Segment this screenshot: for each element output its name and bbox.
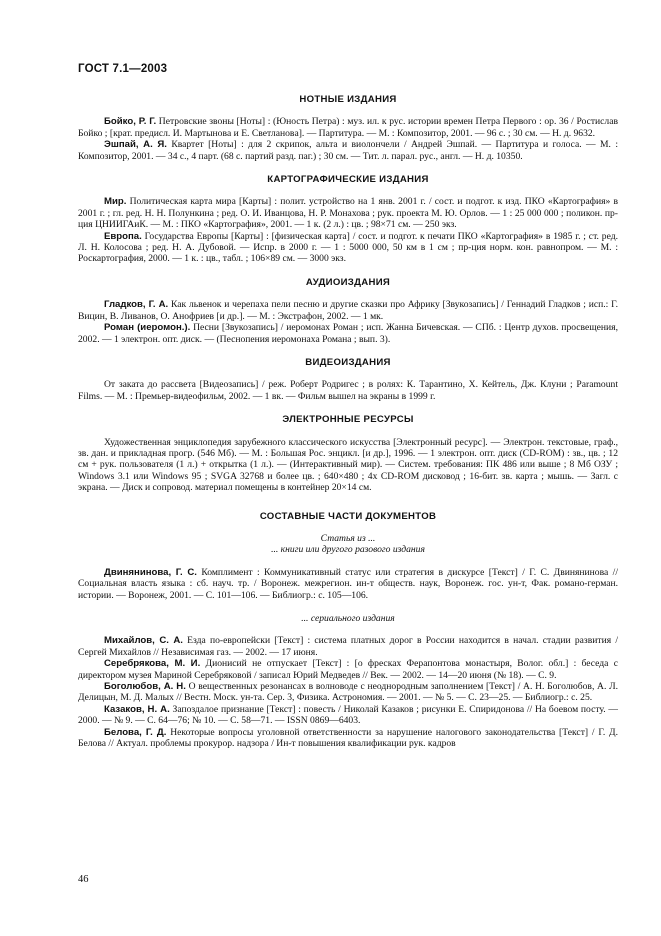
bib-entry (78, 437, 618, 494)
entry-text: Некоторые вопросы уголовной ответственности за нарушение налогового законодательства [Текст] / Г. Д. Белова // Актуал. проблемы прокурор. надзора / Ин-т повышения квалификации рук. кадров (78, 726, 618, 750)
bib-entry (78, 681, 618, 704)
entry-text: Квартет [Ноты] : для 2 скрипок, альта и виолончели / Андрей Эшпай. — Партитура и голоса. — М. : Композитор, 2001. — 34 с., 4 парт. (68 с. партий разд. паг.) ; 30 см. — Тит. л. парал. рус., англ. — Н. д. 10350. (78, 139, 618, 162)
bib-entry (78, 658, 618, 681)
bib-entry (78, 567, 618, 601)
entry-text: Езда по-европейски [Текст] : система платных дорог в России находится в начал. стадии развития / Сергей Михайлов // Независимая газ. — 2002. — 17 июня. (78, 635, 618, 658)
entry-author: Белова, Г. Д. (104, 726, 167, 738)
section-title-notes: НОТНЫЕ ИЗДАНИЯ (299, 94, 397, 105)
section-title-video: ВИДЕОИЗДАНИЯ (305, 356, 391, 368)
entry-author: Роман (иеромон.). (104, 322, 191, 334)
entry-author: Серебрякова, М. И. (104, 658, 201, 670)
section-title-audio: АУДИОИЗДАНИЯ (305, 276, 391, 288)
entry-text: Государства Европы [Карты] : [физическая карта] / сост. и подгот. к печати ПКО «Картография» в 1985 г. ; ст. ред. Л. Н. Колосова ; ред. Н. А. Дубовой. — Испр. в 2000 г. — 1 : 5000 000, 50 км в 1 см ; пр-ция норм. кон. равнопром. — М. : Роскартография, 2000. — 1 к. : цв., табл. ; 106×89 см. — 3000 экз. (78, 230, 618, 265)
entry-author: Бойко, Р. Г. (104, 116, 157, 128)
standard-header: ГОСТ 7.1—2003 (78, 63, 168, 75)
entry-text: Песни [Звукозапись] / иеромонах Роман ; исп. Жанна Бичевская. — СПб. : Центр духов. просвещения, 2002. — 1 электрон. опт. диск. — (Песнопения иеромонаха Романа ; вып. 3). (78, 322, 618, 345)
subsection-heading: ... книги или другого разового издания (271, 544, 425, 556)
entry-text: Политическая карта мира [Карты] : полит. устройство на 1 янв. 2001 г. / сост. и подгот. к изд. ПКО «Картография» в 2001 г. ; гл. ред. Н. Н. Полункина ; ред. О. И. Иванцова, Н. Р. Монахова ; рук. проекта М. Ю. Орлов. — 1 : 25 000 000 ; поликон. пр-ция ЦНИИГАиК. — М. : ПКО «Картография», 2001. — 1 к. (2 л.) : цв. ; 98×71 см. — 250 экз. (78, 196, 618, 231)
bib-entry (78, 116, 618, 139)
bib-entry (78, 379, 618, 402)
entry-author: Казаков, Н. А. (104, 703, 170, 715)
entry-author: Двинянинова, Г. С. (104, 566, 197, 578)
page-content (78, 94, 618, 749)
page-number: 46 (78, 874, 89, 885)
section-title-maps: КАРТОГРАФИЧЕСКИЕ ИЗДАНИЯ (267, 174, 429, 186)
entry-text: От заката до рассвета [Видеозапись] / реж. Роберт Родригес ; в ролях: К. Тарантино, Х. Кейтель, Дж. Клуни ; Paramount Films. — М. : Премьер-видеофильм, 2002. — 1 вк. — Фильм вышел на экраны в 1999 г. (78, 379, 618, 402)
bib-entry (78, 231, 618, 265)
section-title-electronic: ЭЛЕКТРОННЫЕ РЕСУРСЫ (282, 414, 414, 426)
subsection-heading: ... сериального издания (301, 613, 395, 624)
entry-text: Запоздалое признание [Текст] : повесть / Николай Казаков ; рисунки Е. Спиридонова // На боевом посту. — 2000. — № 9. — С. 64—76; № 10. — С. 58—71. — ISSN 0869—6403. (78, 703, 618, 727)
subsection-heading: Статья из ... (320, 532, 376, 544)
bib-entry (78, 704, 618, 727)
entry-text: Комплимент : Коммуникативный статус или стратегия в дискурсе [Текст] / Г. С. Двинянинова // Социальная власть языка : сб. науч. тр. / Воронеж. межрегион. ин-т обществ. наук, Воронеж. гос. ун-т, Фак. романо-герман. истории. — Воронеж, 2001. — С. 101—106. — Библиогр.: с. 105—106. (78, 566, 618, 601)
entry-author: Боголюбов, А. Н. (104, 681, 186, 693)
bib-entry (78, 727, 618, 750)
bib-entry (78, 322, 618, 345)
entry-author: Мир. (104, 196, 127, 208)
entry-author: Гладков, Г. А. (104, 299, 169, 311)
entry-text: О вещественных резонансах в волноводе с неоднородным заполнением [Текст] / А. Н. Боголюбов, А. Л. Делицын, М. Д. Малых // Вестн. Моск. ун-та. Сер. 3, Физика. Астрономия. — 2001. — № 5. — С. 23—25. — Библиогр.: с. 25. (78, 681, 618, 704)
bib-entry (78, 299, 618, 322)
entry-text: Дионисий не отпускает [Текст] : [о фресках Ферапонтова монастыря, Волог. обл.] : беседа с директором музея Мариной Серебряковой / записал Юрий Медведев // Век. — 2002. — 14—20 июня (№ 18). — С. 9. (78, 658, 618, 681)
section-title-parts: СОСТАВНЫЕ ЧАСТИ ДОКУМЕНТОВ (259, 510, 437, 522)
bib-entry (78, 635, 618, 658)
entry-text: Как львенок и черепаха пели песню и другие сказки про Африку [Звукозапись] / Геннадий Гладков ; исп.: Г. Вицин, В. Ливанов, О. Анофриев [и др.]. — М. : Экстрафон, 2002. — 1 мк. (78, 299, 618, 322)
entry-text: Петровские звоны [Ноты] : (Юность Петра) : муз. ил. к рус. истории времен Петра Первого : ор. 36 / Ростислав Бойко ; [крат. предисл. И. Мартыновa и Е. Светлановa]. — Партитура. — М. : Композитор, 2001. — 96 с. ; 30 см. — Н. д. 9632. (78, 116, 618, 139)
bib-entry (78, 196, 618, 230)
entry-text: Художественная энциклопедия зарубежного классического искусства [Электронный ресурс]. — Электрон. текстовые, граф., зв. дан. и прикладная прогр. (546 Мб). — М. : Большая Рос. энцикл. [и др.], 1996. — 1 электрон. опт. диск (CD-ROM) : зв., цв. ; 12 см + рук. пользователя (1 л.) + открытка (1 л.). — (Интерактивный мир). — Систем. требования: ПК 486 или выше ; 8 Мб ОЗУ ; Windows 3.1 или Windows 95 ; SVGA 32768 и более цв. ; 640×480 ; 4х CD-ROM дисковод ; 16-бит. зв. карта ; мышь. — Загл. с экрана. — Диск и сопровод. материал помещены в контейнер 20×14 см. (78, 436, 618, 494)
entry-author: Европа. (104, 230, 142, 242)
entry-author: Эшпай, А. Я. (104, 139, 167, 151)
bib-entry (78, 139, 618, 162)
entry-author: Михайлов, С. А. (104, 635, 183, 647)
